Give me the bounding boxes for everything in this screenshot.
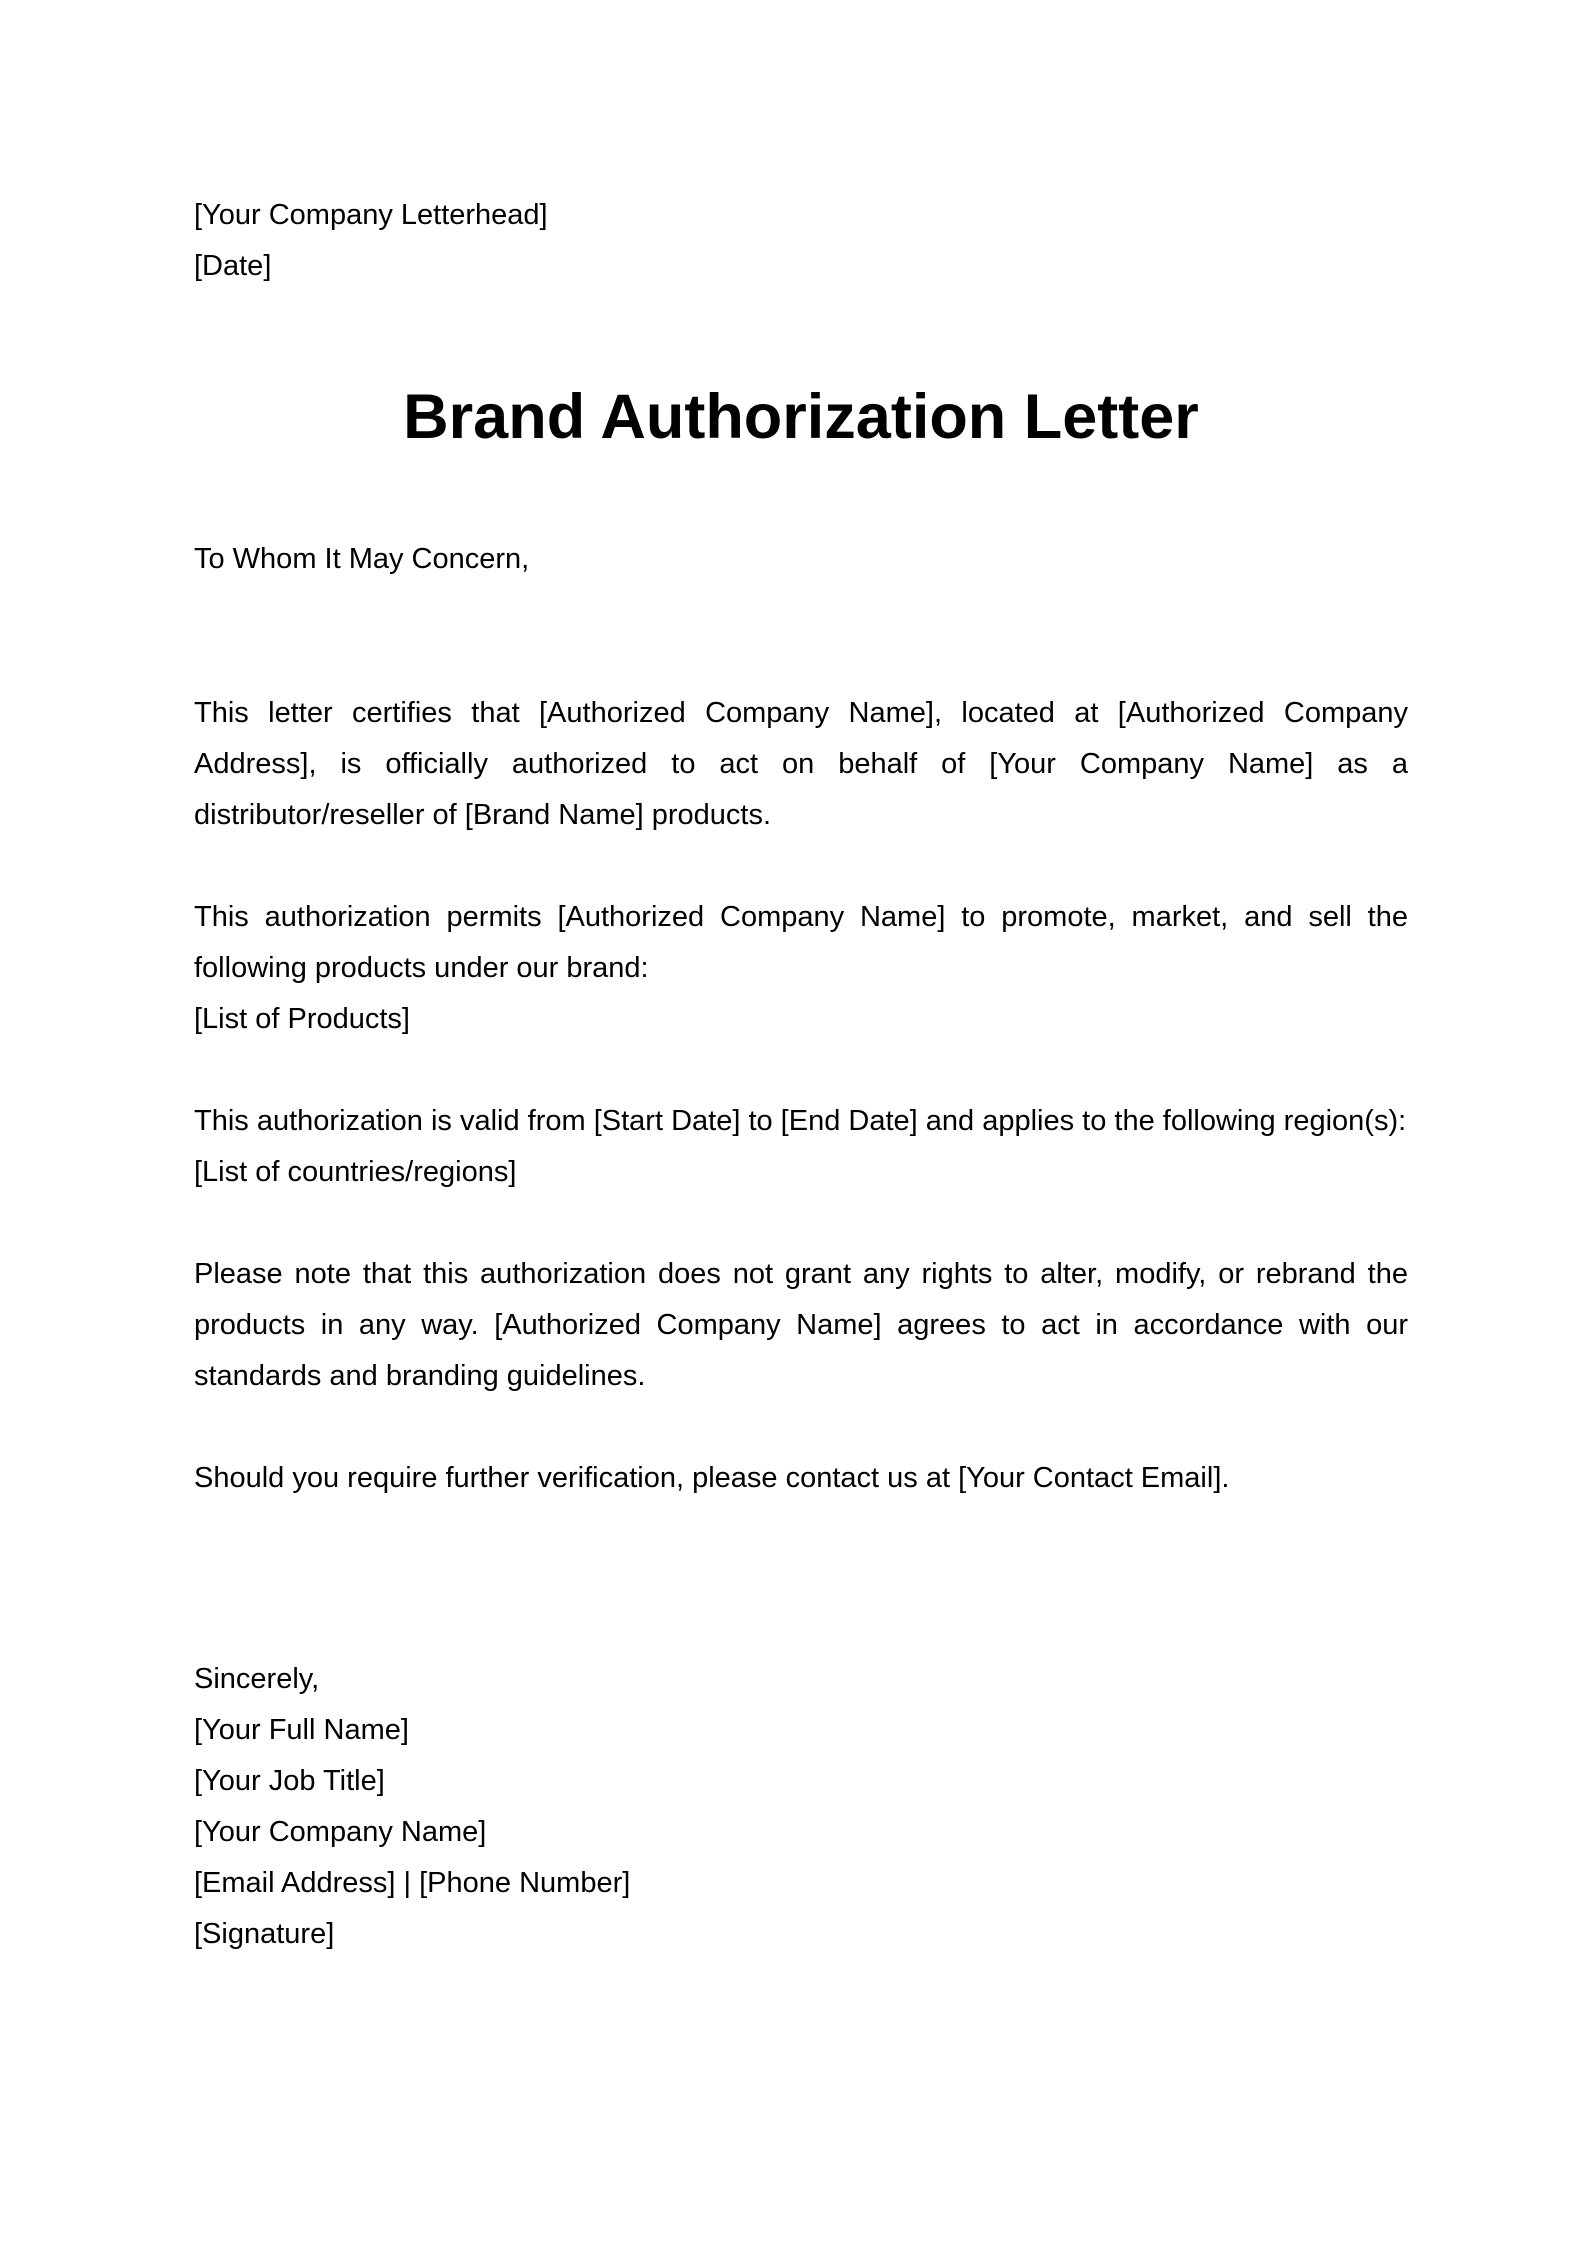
regions-list: [List of countries/regions] — [194, 1156, 517, 1188]
products-list: [List of Products] — [194, 1003, 410, 1035]
signer-full-name: [Your Full Name] — [194, 1714, 409, 1746]
salutation: To Whom It May Concern, — [194, 543, 530, 575]
company-letterhead: [Your Company Letterhead] — [194, 199, 548, 231]
signer-contact: [Email Address] | [Phone Number] — [194, 1867, 631, 1899]
permission-paragraph: This authorization permits [Authorized Company Name] to promote, market, and sell the following products under our brand: — [194, 901, 1408, 984]
certification-paragraph: This letter certifies that [Authorized Company Name], located at [Authorized Company Address], is officially authorized to act on behalf of [Your Company Name] as a distributor/reseller of [Brand Name] products. — [194, 697, 1408, 831]
letter-date: [Date] — [194, 250, 272, 282]
signer-company-name: [Your Company Name] — [194, 1816, 487, 1848]
restrictions-paragraph: Please note that this authorization does not grant any rights to alter, modify, or rebrand the products in any way. [Authorized Company Name] agrees to act in accordance with our standards and branding guidelines. — [194, 1258, 1408, 1392]
contact-paragraph: Should you require further verification, please contact us at [Your Contact Email]. — [194, 1462, 1230, 1494]
salutation-block — [194, 534, 1408, 585]
signature-placeholder: [Signature] — [194, 1918, 335, 1950]
signer-job-title: [Your Job Title] — [194, 1765, 385, 1797]
permitted-products-section — [194, 892, 1408, 1045]
validity-paragraph: This authorization is valid from [Start Date] to [End Date] and applies to the following region(s): — [194, 1105, 1407, 1137]
letter-body — [194, 688, 1408, 1504]
letter-closing — [194, 1654, 1408, 1960]
letter-header — [194, 190, 1408, 292]
valediction: Sincerely, — [194, 1663, 320, 1695]
letter-title: Brand Authorization Letter — [403, 382, 1199, 452]
validity-section — [194, 1096, 1408, 1198]
